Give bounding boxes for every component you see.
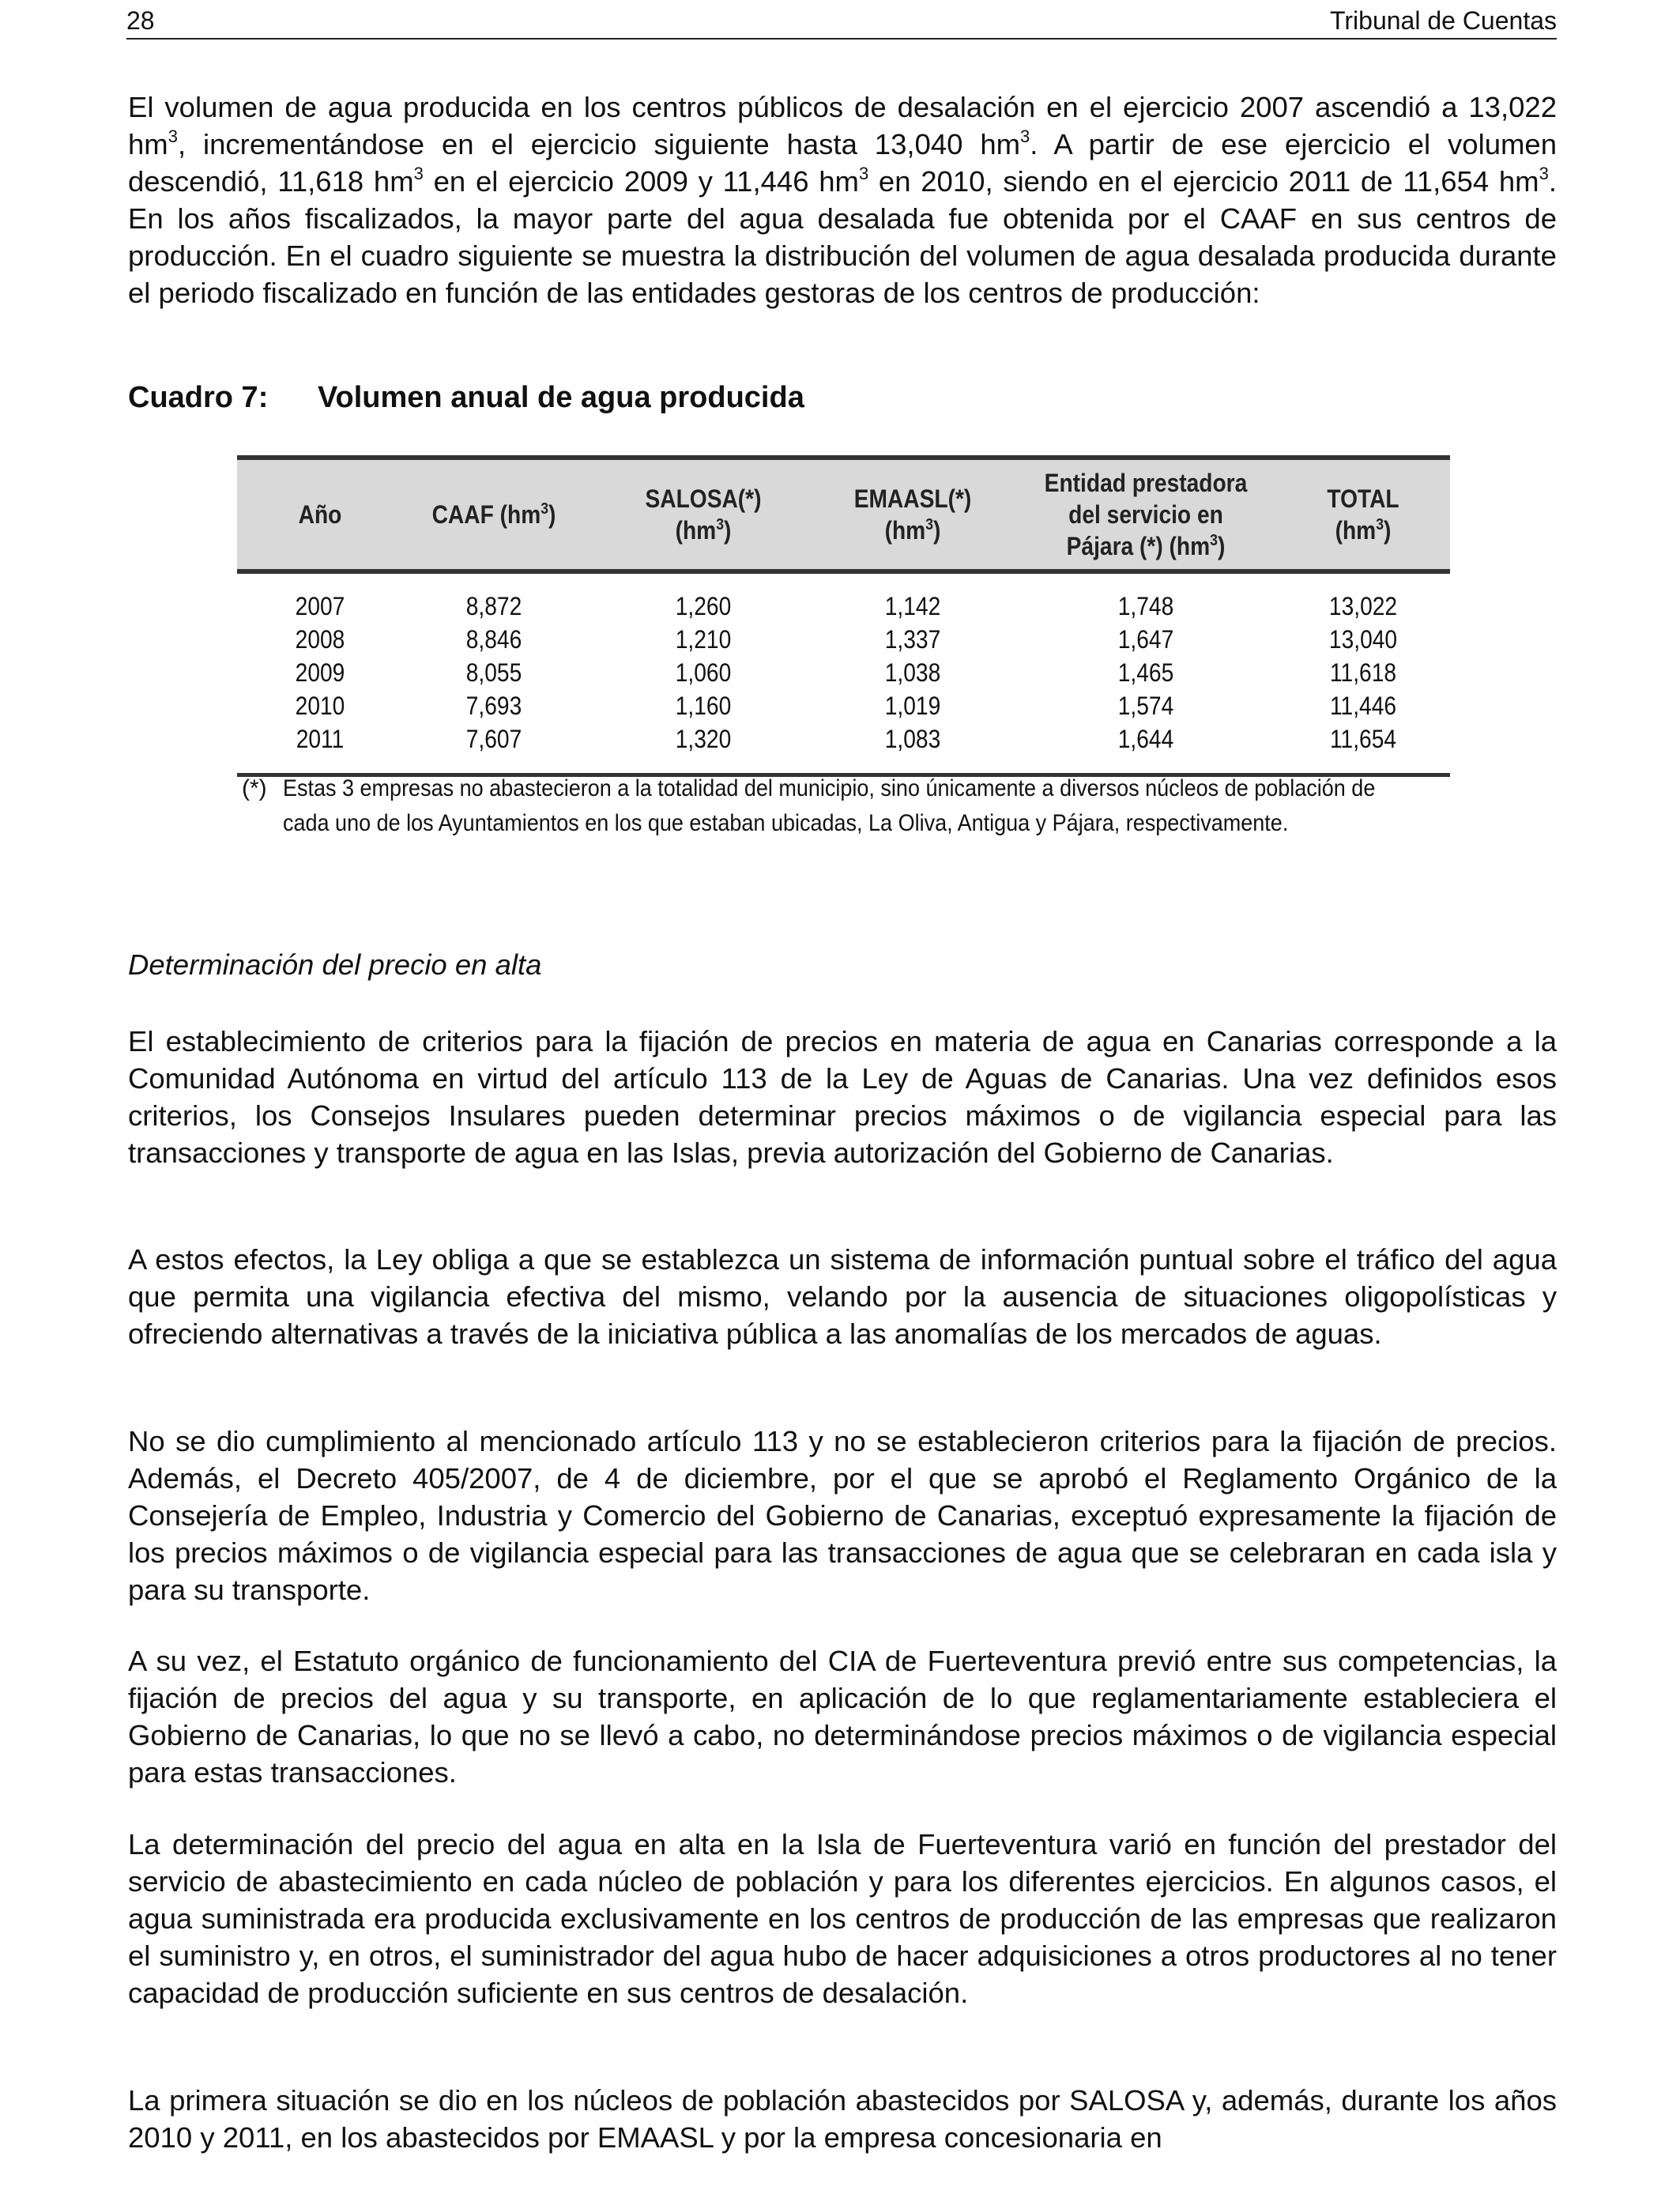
cell-salosa: 1,260: [675, 592, 732, 620]
cell-emaasl: 1,337: [884, 625, 941, 654]
footnote-mark: (*): [242, 775, 267, 801]
cell-salosa: 1,320: [675, 725, 732, 753]
header-total: TOTAL $(hm^3)$: [1327, 484, 1399, 545]
body-paragraph: [128, 1826, 1557, 2011]
cell-pajara: 1,465: [1117, 658, 1174, 687]
cell-year: 2007: [295, 592, 345, 620]
table-row: [237, 689, 1450, 722]
cell-salosa: 1,160: [675, 692, 732, 720]
table-row: [237, 623, 1450, 656]
table-header: [237, 455, 1450, 574]
section-heading: Determinación del precio en alta: [128, 948, 542, 981]
header-emaasl: EMAASL(*) $(hm^3)$: [853, 484, 972, 545]
intro-paragraph: [128, 89, 1557, 311]
paragraph-text: El volumen de agua producida en los centros públicos de desalación en el ejercicio 2007 ascendió a 13,022 $hm^3$, incrementándose en el ejercicio siguiente hasta 13,040 $hm^3$. A partir de ese ejercicio el volumen descendió, 11,618 $hm^3$ en el ejercicio 2009 y 11,446 $hm^3$ en 2010, siendo en el ejercicio 2011 de 11,654 $hm^3$. En los años fiscalizados, la mayor parte del agua desalada fue obtenida por el CAAF en sus centros de producción. En el cuadro siguiente se muestra la distribución del volumen de agua desalada producida durante el periodo fiscalizado en función de las entidades gestoras de los centros de producción:: [128, 91, 1557, 309]
running-title: Tribunal de Cuentas: [1330, 6, 1557, 35]
paragraph-text: La primera situación se dio en los núcleos de población abastecidos por SALOSA y, además, durante los años 2010 y 2011, en los abastecidos por EMAASL y por la empresa concesionaria en: [128, 2084, 1557, 2154]
cell-total: 11,618: [1329, 658, 1397, 687]
page-number: 28: [126, 6, 155, 35]
cell-emaasl: 1,038: [884, 658, 941, 687]
cell-caaf: 8,846: [465, 625, 522, 654]
cell-year: 2009: [295, 658, 345, 687]
cell-caaf: 7,607: [465, 725, 522, 753]
table-caption-label: Cuadro 7:: [128, 381, 269, 414]
table-row: [237, 656, 1450, 689]
cell-emaasl: 1,142: [884, 592, 941, 620]
paragraph-text: A su vez, el Estatuto orgánico de funcionamiento del CIA de Fuerteventura previó entre sus competencias, la fijación de precios del agua y su transporte, en aplicación de lo que reglamentariamente estableciera el Gobierno de Canarias, lo que no se llevó a cabo, no determinándose precios máximos o de vigilancia especial para estas transacciones.: [128, 1645, 1557, 1789]
cell-year: 2010: [295, 692, 345, 720]
body-paragraph: [128, 1423, 1557, 1608]
paragraph-text: A estos efectos, la Ley obliga a que se establezca un sistema de información puntual sobre el tráfico del agua que permita una vigilancia efectiva del mismo, velando por la ausencia de situaciones oligopolísticas y ofreciendo alternativas a través de la iniciativa pública a las anomalías de los mercados de aguas.: [128, 1243, 1557, 1350]
cell-salosa: 1,060: [675, 658, 732, 687]
cell-pajara: 1,644: [1117, 725, 1174, 753]
header-year: Año: [298, 500, 342, 529]
table-caption: [128, 381, 804, 415]
cell-caaf: 8,055: [465, 658, 522, 687]
header-salosa: SALOSA(*) $(hm^3)$: [645, 484, 762, 545]
cell-pajara: 1,748: [1117, 592, 1174, 620]
cell-pajara: 1,647: [1117, 625, 1174, 654]
cell-caaf: 8,872: [465, 592, 522, 620]
cell-year: 2008: [295, 625, 345, 654]
paragraph-text: La determinación del precio del agua en alta en la Isla de Fuerteventura varió en función del prestador del servicio de abastecimiento en cada núcleo de población y para los diferentes ejercicios. En algunos casos, el agua suministrada era producida exclusivamente en los centros de producción de las empresas que realizaron el suministro y, en otros, el suministrador del agua hubo de hacer adquisiciones a otros productores al no tener capacidad de producción suficiente en sus centros de desalación.: [128, 1828, 1557, 2009]
body-paragraph: [128, 1023, 1557, 1171]
cell-total: 11,654: [1329, 725, 1397, 753]
cell-emaasl: 1,019: [884, 692, 941, 720]
cell-salosa: 1,210: [675, 625, 732, 654]
table-row: [237, 590, 1450, 623]
table-row: [237, 722, 1450, 756]
data-table: [237, 455, 1450, 777]
body-paragraph: [128, 1241, 1557, 1352]
footnote-text: Estas 3 empresas no abastecieron a la totalidad del municipio, sino únicamente a diversos núcleos de población de cada uno de los Ayuntamientos en los que estaban ubicadas, La Oliva, Antigua y Pájara, respectivamente.: [283, 775, 1376, 836]
cell-year: 2011: [296, 725, 345, 753]
header-pajara: Entidad prestadora del servicio en Pájara (*) $(hm^3)$: [1044, 469, 1248, 560]
cell-total: 13,040: [1328, 625, 1398, 654]
table-caption-title: Volumen anual de agua producida: [318, 381, 804, 414]
body-paragraph: [128, 1642, 1557, 1791]
cell-pajara: 1,574: [1117, 692, 1174, 720]
page-header: [126, 6, 1557, 40]
paragraph-text: El establecimiento de criterios para la fijación de precios en materia de agua en Canarias corresponde a la Comunidad Autónoma en virtud del artículo 113 de la Ley de Aguas de Canarias. Una vez definidos esos criterios, los Consejos Insulares pueden determinar precios máximos o de vigilancia especial para las transacciones y transporte de agua en las Islas, previa autorización del Gobierno de Canarias.: [128, 1025, 1557, 1169]
cell-total: 13,022: [1328, 592, 1398, 620]
cell-emaasl: 1,083: [884, 725, 941, 753]
paragraph-text: No se dio cumplimiento al mencionado artículo 113 y no se establecieron criterios para la fijación de precios. Además, el Decreto 405/2007, de 4 de diciembre, por el que se aprobó el Reglamento Orgánico de la Consejería de Empleo, Industria y Comercio del Gobierno de Canarias, exceptuó expresamente la fijación de los precios máximos o de vigilancia especial para las transacciones de agua que se celebraran en cada isla y para su transporte.: [128, 1425, 1557, 1606]
header-caaf: CAAF $(hm^3)$: [431, 500, 556, 529]
cell-total: 11,446: [1329, 692, 1397, 720]
cell-caaf: 7,693: [465, 692, 522, 720]
body-paragraph: [128, 2082, 1557, 2156]
table-body: [237, 574, 1450, 777]
